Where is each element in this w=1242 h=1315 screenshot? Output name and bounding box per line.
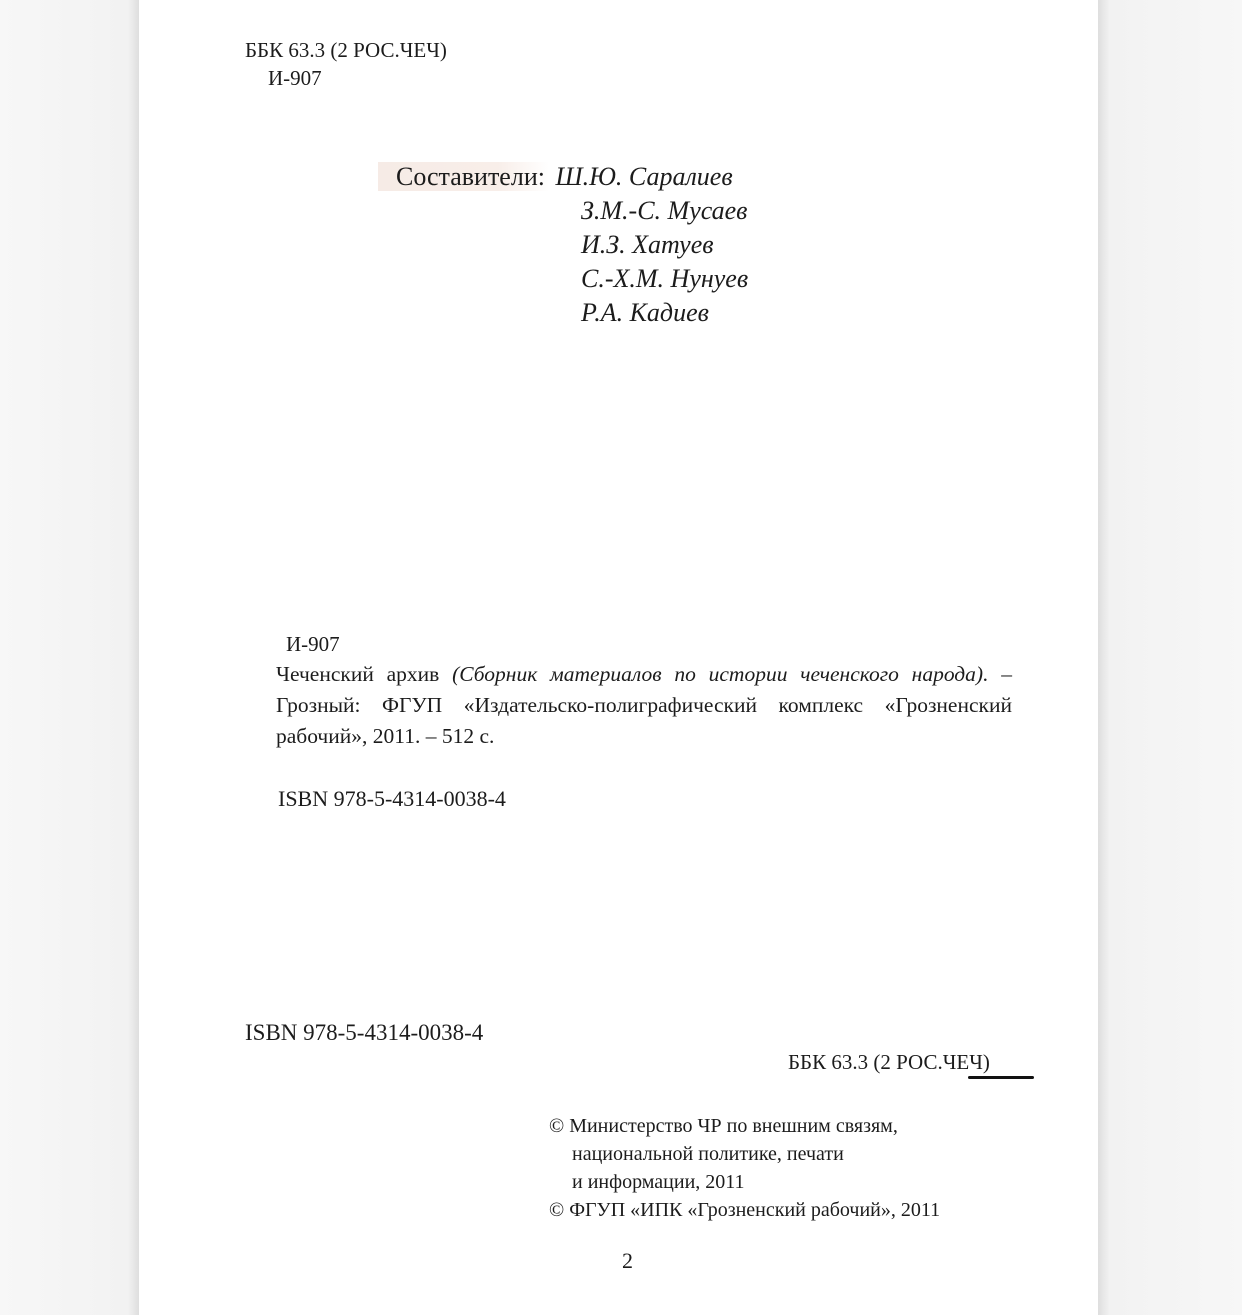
bbk-classification-top: ББК 63.3 (2 РОС.ЧЕЧ) <box>245 38 447 62</box>
isbn-footer: ISBN 978-5-4314-0038-4 <box>245 1020 484 1045</box>
left-margin <box>0 0 139 1315</box>
author-code-top: И-907 <box>268 66 322 90</box>
book-title: Чеченский архив <box>276 662 440 686</box>
copyright-line-4: © ФГУП «ИПК «Грозненский рабочий», 2011 <box>549 1199 941 1221</box>
page-number: 2 <box>622 1248 633 1273</box>
copyright-line-2: национальной политике, печати <box>572 1143 844 1165</box>
handwritten-underline <box>968 1076 1034 1079</box>
book-subtitle: (Сборник материалов по истории чеченского народа). <box>452 662 989 686</box>
publisher-info: – Грозный: ФГУП «Издательско-полиграфический комплекс «Грозненский рабочий», 2011. – 512 с. <box>276 662 1013 748</box>
bibliographic-description <box>276 659 1012 752</box>
author-code-catalog: И-907 <box>286 632 340 656</box>
compilers-label: Составители: <box>378 162 549 191</box>
compiler-name-3: И.З. Хатуев <box>581 230 714 259</box>
isbn-catalog: ISBN 978-5-4314-0038-4 <box>278 786 506 811</box>
copyright-line-1: © Министерство ЧР по внешним связям, <box>549 1115 898 1137</box>
compiler-name-2: З.М.-С. Мусаев <box>581 196 748 225</box>
compiler-name-1: Ш.Ю. Саралиев <box>555 162 733 191</box>
compilers-line <box>378 160 733 194</box>
copyright-block <box>549 1112 940 1224</box>
compiler-name-5: Р.А. Кадиев <box>581 298 709 327</box>
right-margin <box>1098 0 1242 1315</box>
compiler-name-4: С.-Х.М. Нунуев <box>581 264 749 293</box>
compilers-list <box>581 194 748 330</box>
copyright-line-3: и информации, 2011 <box>572 1171 745 1193</box>
bbk-classification-footer: ББК 63.3 (2 РОС.ЧЕЧ) <box>788 1050 990 1074</box>
